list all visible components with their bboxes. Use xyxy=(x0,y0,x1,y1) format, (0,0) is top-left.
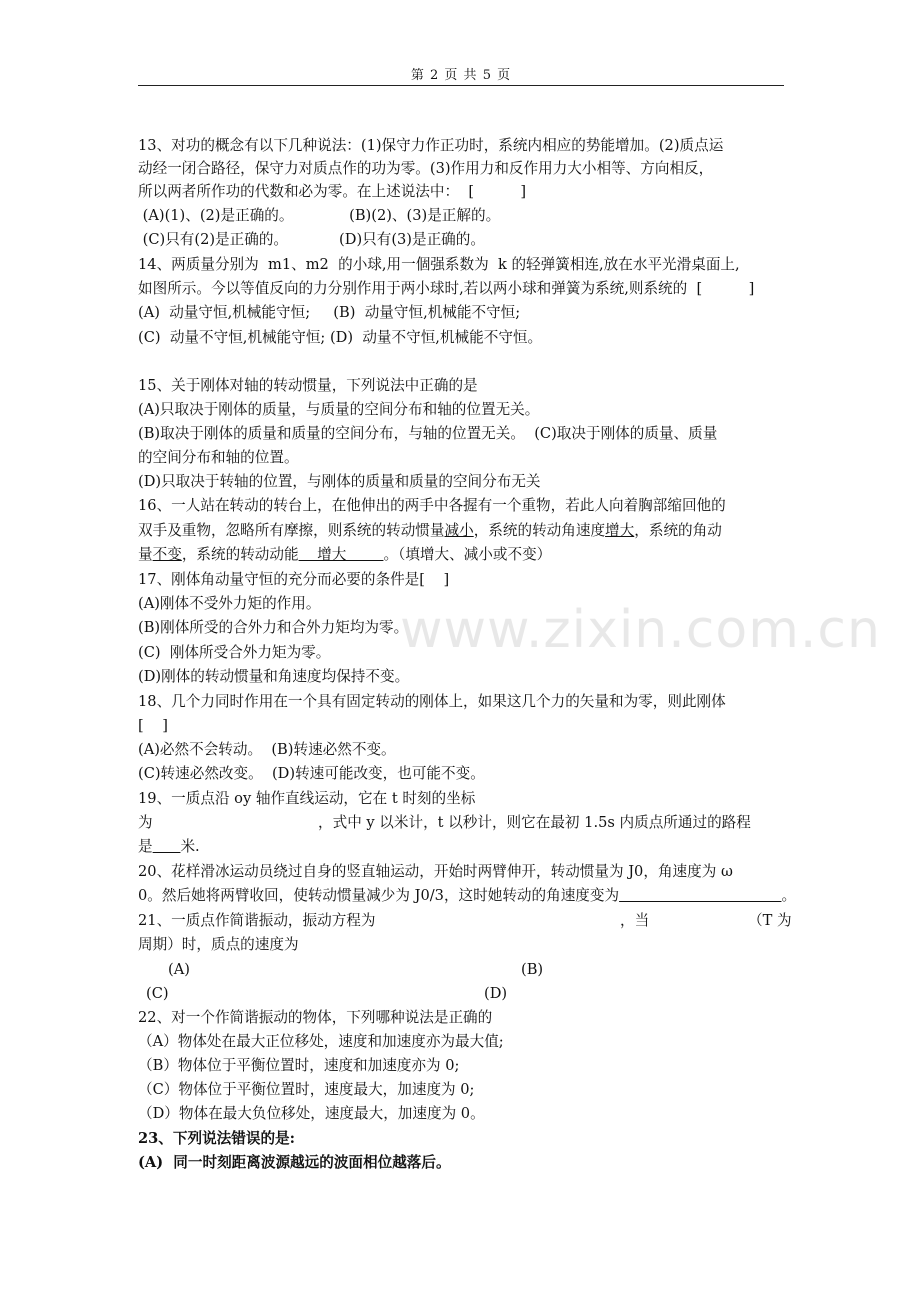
q20-line-2: 0。然后她将两臂收回，使转动惯量减少为 J0/3，这时她转动的角速度变为 。 xyxy=(138,887,797,904)
q18-options-cd: (C)转速必然改变。 (D)转速可能改变，也可能不变。 xyxy=(138,765,485,782)
q16-answer-inertia: 减小 xyxy=(444,522,474,539)
q23-option-a: (A) 同一时刻距离波源越远的波面相位越落后。 xyxy=(138,1154,451,1171)
q18-stem: 18、几个力同时作用在一个具有固定转动的刚体上，如果这几个力的矢量和为零，则此刚体 xyxy=(138,693,726,710)
q16-line-2: 双手及重物，忽略所有摩擦，则系统的转动惯量减小，系统的转动角速度增大，系统的角动 xyxy=(138,522,722,539)
q13-line-3: 所以两者所作功的代数和必为零。在上述说法中： [ ] xyxy=(138,183,527,200)
q21-line-2: 周期）时，质点的速度为 xyxy=(138,936,299,953)
q13-line-2: 动经一闭合路径，保守力对质点作的功为零。(3)作用力和反作用力大小相等、方向相反， xyxy=(138,160,714,177)
q14-options-ab: (A) 动量守恒,机械能守恒; (B) 动量守恒,机械能不守恒; xyxy=(138,304,521,321)
q23-stem: 23、下列说法错误的是: xyxy=(138,1130,296,1147)
q22-option-a: （A）物体处在最大正位移处，速度和加速度亦为最大值; xyxy=(138,1033,504,1050)
q17-option-d: (D)刚体的转动惯量和角速度均保持不变。 xyxy=(138,668,410,685)
q16-answer-omega: 增大 xyxy=(605,522,635,539)
q19-line-1: 19、一质点沿 oy 轴作直线运动，它在 t 时刻的坐标 xyxy=(138,790,476,807)
q21-option-c: (C) xyxy=(146,985,169,1002)
q14-options-cd: (C) 动量不守恒,机械能守恒; (D) 动量不守恒,机械能不守恒。 xyxy=(138,329,543,346)
q13-line-1: 13、对功的概念有以下几种说法：(1)保守力作正功时，系统内相应的势能增加。(2)质点运 xyxy=(138,137,724,154)
q17-option-a: (A)刚体不受外力矩的作用。 xyxy=(138,595,321,612)
q16-line-1: 16、一人站在转动的转台上，在他伸出的两手中各握有一个重物，若此人向着胸部缩回他的 xyxy=(138,497,726,514)
q19-line-2-rest: ，式中 y 以米计，t 以秒计，则它在最初 1.5s 内质点所通过的路程 xyxy=(318,814,751,831)
q14-line-2: 如图所示。今以等值反向的力分别作用于两小球时,若以两小球和弹簧为系统,则系统的 [ ] xyxy=(138,280,755,297)
q17-option-b: (B)刚体所受的合外力和合外力矩均为零。 xyxy=(138,619,409,636)
q16-answer-momentum: 不变 xyxy=(152,546,182,563)
q21-line-1-end: （T 为 xyxy=(748,912,792,929)
q13-options-cd: (C)只有(2)是正确的。 (D)只有(3)是正确的。 xyxy=(138,231,485,248)
q21-line-1-start: 21、一质点作简谐振动，振动方程为 xyxy=(138,912,376,929)
q18-options-ab: (A)必然不会转动。 (B)转速必然不变。 xyxy=(138,741,396,758)
q15-stem: 15、关于刚体对轴的转动惯量，下列说法中正确的是 xyxy=(138,377,478,394)
q19-line-3: 是 米. xyxy=(138,838,200,855)
q15-option-c-cont: 的空间分布和轴的位置。 xyxy=(138,449,299,466)
q18-bracket: [ ] xyxy=(138,717,168,734)
q19-answer-blank xyxy=(153,838,181,855)
q22-option-b: （B）物体位于平衡位置时，速度和加速度亦为 0; xyxy=(138,1057,460,1074)
q15-option-b: (B)取决于刚体的质量和质量的空间分布，与轴的位置无关。 (C)取决于刚体的质量、质量 xyxy=(138,425,718,442)
watermark: www.zixin.com.cn xyxy=(400,600,881,660)
q15-option-d: (D)只取决于转轴的位置，与刚体的质量和质量的空间分布无关 xyxy=(138,473,541,490)
page-header: 第 2 页 共 5 页 xyxy=(410,68,512,83)
q15-option-a: (A)只取决于刚体的质量，与质量的空间分布和轴的位置无关。 xyxy=(138,401,540,418)
q20-answer-blank xyxy=(619,887,781,904)
q21-option-d: (D) xyxy=(484,985,508,1002)
q14-line-1: 14、两质量分别为 m1、m2 的小球,用一個强系数为 k 的轻弹簧相连,放在水平光滑桌面上, xyxy=(138,256,740,273)
q19-line-2-start: 为 xyxy=(138,814,153,831)
q21-option-a: (A) xyxy=(168,961,190,978)
q16-answer-energy: 增大 xyxy=(298,546,384,563)
q21-line-1-mid: ，当 xyxy=(620,912,650,929)
q13-options-ab: (A)(1)、(2)是正确的。 (B)(2)、(3)是正解的。 xyxy=(138,207,501,224)
q21-option-b: (B) xyxy=(521,961,544,978)
q22-option-c: （C）物体位于平衡位置时，速度最大，加速度为 0; xyxy=(138,1081,475,1098)
q17-stem: 17、刚体角动量守恒的充分而必要的条件是[ ] xyxy=(138,571,450,588)
q16-line-3: 量不变，系统的转动动能 增大 。（填增大、减小或不变） xyxy=(138,546,552,563)
q22-option-d: （D）物体在最大负位移处，速度最大，加速度为 0。 xyxy=(138,1105,485,1122)
q20-line-1: 20、花样滑冰运动员绕过自身的竖直轴运动，开始时两臂伸开，转动惯量为 J0，角速度为 ω xyxy=(138,863,733,880)
header-rule xyxy=(138,85,784,86)
q17-option-c: (C) 刚体所受合外力矩为零。 xyxy=(138,644,331,661)
q22-stem: 22、对一个作简谐振动的物体，下列哪种说法是正确的 xyxy=(138,1009,493,1026)
